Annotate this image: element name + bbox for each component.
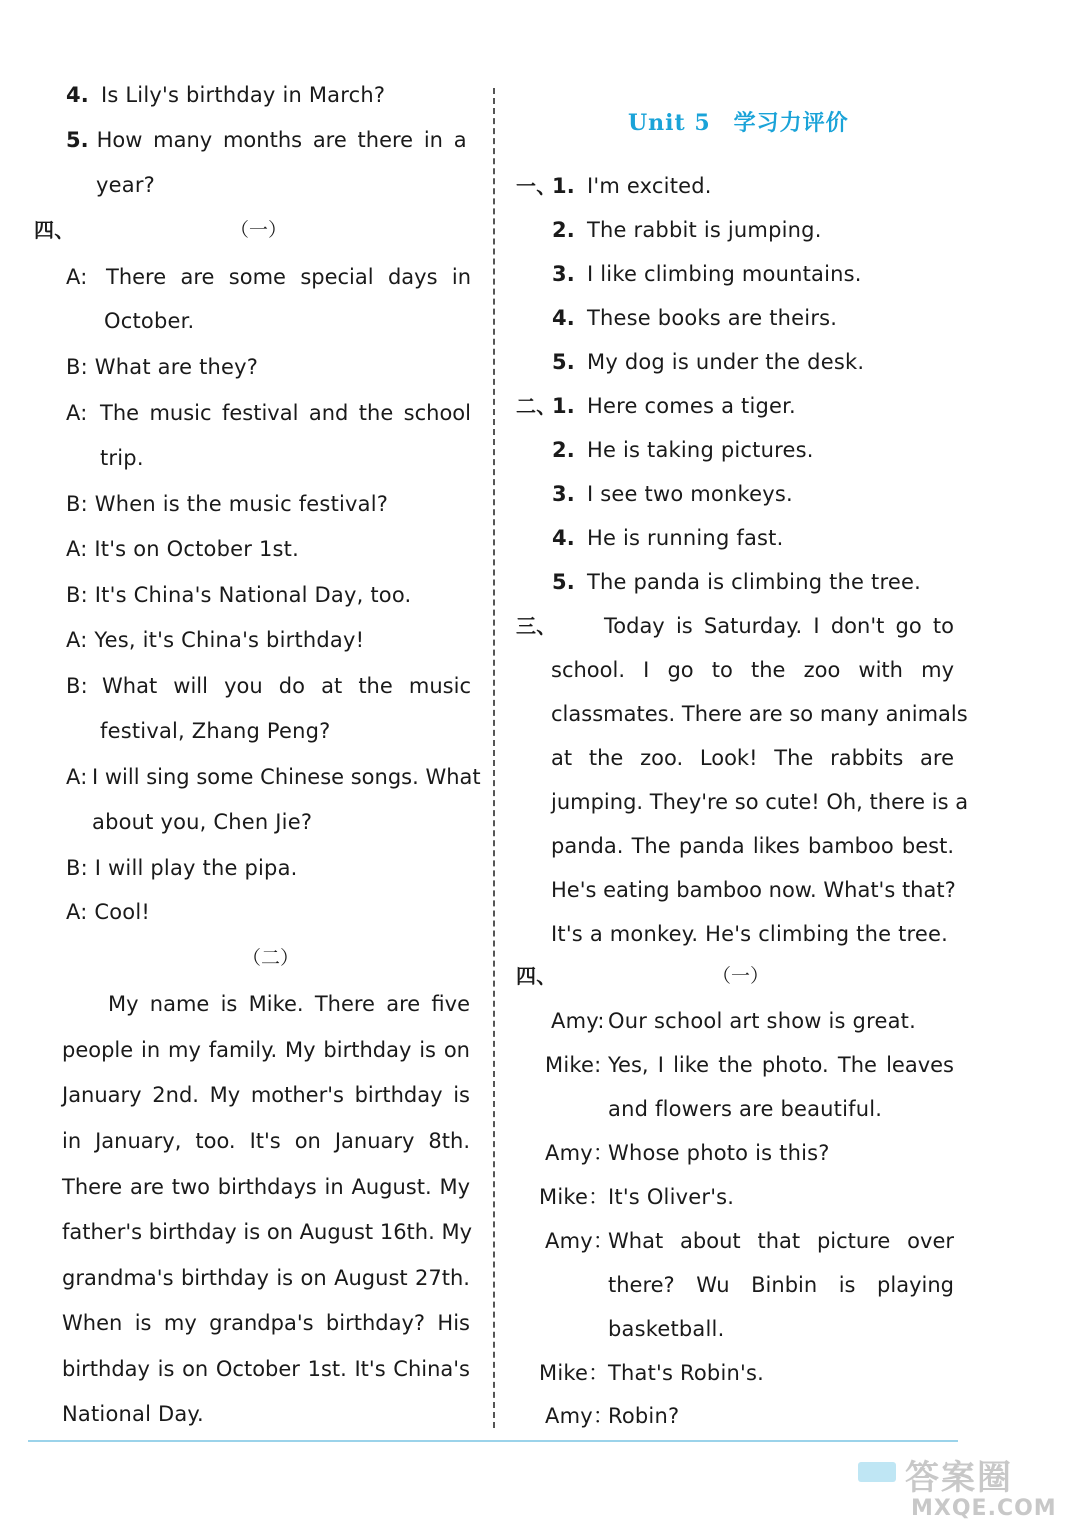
question-number: 5. (66, 128, 89, 152)
dialog-speaker: B: What are they? (66, 355, 259, 379)
dialog-line-cont: about you, Chen Jie? (92, 810, 313, 834)
watermark (855, 1448, 1060, 1528)
section-heading-3: 三、 (516, 614, 557, 638)
dialog-line-cont: and flowers are beautiful. (608, 1097, 883, 1121)
passage-line: January 2nd. My mother's birthday is (62, 1083, 470, 1107)
passage-line: National Day. (62, 1402, 204, 1426)
part-heading-1-right: （一） (712, 965, 770, 987)
dialog-line: Cool! (94, 900, 150, 924)
dialog-speaker: Amy: (551, 1009, 605, 1033)
passage-line: Today is Saturday. I don't go to (604, 614, 954, 638)
dialog-speaker: Mike： (539, 1185, 610, 1209)
section-heading-1: 一、 (516, 174, 557, 198)
answer-item: 1. I'm excited. (552, 174, 712, 198)
dialog-line: There are some special days in (106, 265, 471, 289)
question-number: 4. (66, 83, 89, 107)
passage-line: birthday is on October 1st. It's China's (62, 1357, 470, 1381)
dialog-line: I will play the pipa. (94, 856, 298, 880)
dialog-line-cont: festival, Zhang Peng? (100, 719, 331, 743)
answer-item: 3. I see two monkeys. (552, 482, 793, 506)
answer-item: 1. Here comes a tiger. (552, 394, 796, 418)
section-heading-4-right: 四、 (516, 964, 557, 988)
passage-line: school. I go to the zoo with my (551, 658, 954, 682)
dialog-line: That's Robin's. (608, 1361, 764, 1385)
dialog-line: What about that picture over (608, 1229, 954, 1253)
dialog-line: It's on October 1st. (94, 537, 299, 561)
dialog-line: It's Oliver's. (608, 1185, 735, 1209)
dialog-line: Whose photo is this? (608, 1141, 830, 1165)
answer-item: 2. The rabbit is jumping. (552, 218, 822, 242)
passage-line: in January, too. It's on January 8th. (62, 1129, 470, 1153)
dialog-speaker: A: It's on October 1st. (66, 537, 299, 561)
passage-line: jumping. They're so cute! Oh, there is a (551, 790, 969, 814)
passage-line: When is my grandpa's birthday? His (62, 1311, 470, 1335)
question-text: Is Lily's birthday in March? (101, 83, 386, 107)
dialog-line: I will sing some Chinese songs. What (92, 765, 481, 789)
section-heading-2: 二、 (516, 394, 557, 418)
column-divider (493, 88, 495, 1428)
dialog-speaker: A: (66, 265, 88, 289)
answer-item: 5. My dog is under the desk. (552, 350, 865, 374)
dialog-line: What will you do at the music (102, 674, 471, 698)
unit-title: Unit 5 学习力评价 (628, 110, 849, 136)
dialog-speaker: A: (66, 401, 88, 425)
dialog-speaker: Mike: (545, 1053, 602, 1077)
question-text: How many months are there in a (96, 128, 467, 152)
dialog-speaker: A: (66, 765, 88, 789)
question-4 (66, 81, 385, 109)
watermark-logo-text: 答案圈 (905, 1458, 1013, 1498)
dialog-speaker: A: Cool! (66, 900, 150, 924)
dialog-speaker: Amy： (545, 1141, 615, 1165)
watermark-url: MXQE.COM (911, 1496, 1057, 1521)
dialog-line-cont: October. (104, 309, 195, 333)
dialog-line: Our school art show is great. (608, 1009, 916, 1033)
dialog-speaker: Amy： (545, 1229, 615, 1253)
dialog-line: Yes, I like the photo. The leaves (608, 1053, 954, 1077)
passage-line: people in my family. My birthday is on (62, 1038, 470, 1062)
dialog-speaker: Mike： (539, 1361, 610, 1385)
part-heading-1: （一） (230, 219, 288, 241)
answer-item: 2. He is taking pictures. (552, 438, 814, 462)
passage-line: He's eating bamboo now. What's that? (551, 878, 956, 902)
passage-line: at the zoo. Look! The rabbits are (551, 746, 954, 770)
dialog-speaker: B: When is the music festival? (66, 492, 389, 516)
footer-rule (28, 1440, 958, 1442)
answer-item: 4. He is running fast. (552, 526, 784, 550)
dialog-line: The music festival and the school (100, 401, 471, 425)
passage-line: It's a monkey. He's climbing the tree. (551, 922, 949, 946)
passage-line: panda. The panda likes bamboo best. (551, 834, 954, 858)
dialog-line: Robin? (608, 1404, 680, 1428)
answer-item: 3. I like climbing mountains. (552, 262, 862, 286)
passage-line: grandma's birthday is on August 27th. (62, 1266, 470, 1290)
dialog-speaker: B: It's China's National Day, too. (66, 583, 412, 607)
question-5-line1 (66, 126, 471, 154)
question-5-line2: year? (96, 173, 155, 197)
passage-line: There are two birthdays in August. My (62, 1175, 470, 1199)
answer-item: 4. These books are theirs. (552, 306, 838, 330)
dialog-speaker: B: (66, 674, 88, 698)
section-heading-4: 四、 (34, 218, 75, 242)
dialog-speaker: Amy： (545, 1404, 615, 1428)
dialog-line-cont: there? Wu Binbin is playing (608, 1273, 954, 1297)
dialog-line: Yes, it's China's birthday! (94, 628, 365, 652)
dialog-speaker: B: I will play the pipa. (66, 856, 298, 880)
dialog-line: When is the music festival? (94, 492, 389, 516)
dialog-line: What are they? (94, 355, 259, 379)
dialog-speaker: A: Yes, it's China's birthday! (66, 628, 365, 652)
dialog-line-cont: basketball. (608, 1317, 725, 1341)
answer-item: 5. The panda is climbing the tree. (552, 570, 921, 594)
passage-line: My name is Mike. There are five (108, 992, 470, 1016)
dialog-line-cont: trip. (100, 446, 144, 470)
part-heading-2: （二） (242, 947, 300, 969)
dialog-line: It's China's National Day, too. (94, 583, 412, 607)
passage-line: classmates. There are so many animals (551, 702, 968, 726)
passage-line: father's birthday is on August 16th. My (62, 1220, 473, 1244)
